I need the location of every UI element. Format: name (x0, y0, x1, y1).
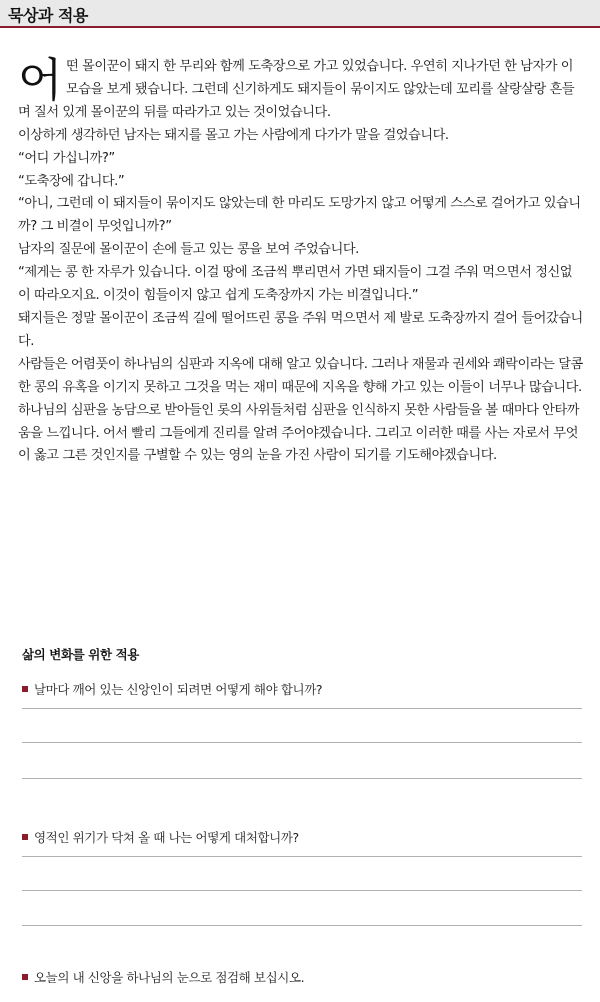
answer-line[interactable] (22, 708, 582, 709)
header-divider (0, 26, 600, 28)
answer-line[interactable] (22, 856, 582, 857)
story-paragraph-1-text: 떤 몰이꾼이 돼지 한 무리와 함께 도축장으로 가고 있었습니다. 우연히 지나가던 한 남자가 이 모습을 보게 됐습니다. 그런데 신기하게도 돼지들이 묶이지도 않았는데 꼬리를 살랑살랑 흔들며 질서 있게 몰이꾼의 뒤를 따라가고 있는 것이었습니다. (18, 59, 575, 120)
story-paragraph: 돼지들은 정말 몰이꾼이 조금씩 길에 떨어뜨린 콩을 주워 먹으면서 제 발로 도축장까지 걸어 들어갔습니다. (18, 310, 583, 349)
square-bullet-icon (22, 974, 28, 980)
story-paragraph: “어디 가십니까?” (18, 150, 115, 166)
question-1 (22, 680, 582, 698)
story-paragraph: 사람들은 어렴풋이 하나님의 심판과 지옥에 대해 알고 있습니다. 그러나 재물과 권세와 쾌락이라는 달콤한 콩의 유혹을 이기지 못하고 그것을 먹는 재미 때문에 지옥을 향해 가고 있는 이들이 너무나 많습니다. 하나님의 심판을 농담으로 받아들인 롯의 사위들처럼 심판을 인식하지 못한 사람들을 볼 때마다 안타까움을 느낍니다. 어서 빨리 그들에게 진리를 알려 주어야겠습니다. 그리고 이러한 때를 사는 자로서 무엇이 옳고 그른 것인지를 구별할 수 있는 영의 눈을 가진 사람이 되기를 기도해야겠습니다. (18, 356, 583, 464)
question-2 (22, 828, 582, 846)
square-bullet-icon (22, 834, 28, 840)
story-paragraph: “도축장에 갑니다.” (18, 173, 125, 189)
page-title: 묵상과 적용 (8, 6, 88, 25)
story-paragraph: “제게는 콩 한 자루가 있습니다. 이걸 땅에 조금씩 뿌리면서 가면 돼지들이 그걸 주워 먹으면서 정신없이 따라오지요. 이것이 힘들이지 않고 쉽게 도축장까지 가는 비결입니다.” (18, 265, 573, 304)
story-paragraph: “아니, 그런데 이 돼지들이 묶이지도 않았는데 한 마리도 도망가지 않고 어떻게 스스로 걸어가고 있습니까? 그 비결이 무엇입니까?” (18, 196, 581, 235)
story-body (18, 53, 584, 468)
application-section-title: 삶의 변화를 위한 적용 (22, 647, 139, 662)
story-paragraph-1 (18, 53, 584, 125)
question-text: 날마다 깨어 있는 신앙인이 되려면 어떻게 해야 합니까? (34, 682, 323, 697)
answer-line[interactable] (22, 925, 582, 926)
answer-line[interactable] (22, 742, 582, 743)
story-paragraph: 남자의 질문에 몰이꾼이 손에 들고 있는 콩을 보여 주었습니다. (18, 242, 359, 258)
header-bar (0, 0, 600, 26)
question-text: 오늘의 내 신앙을 하나님의 눈으로 점검해 보십시오. (34, 970, 305, 985)
square-bullet-icon (22, 686, 28, 692)
question-text: 영적인 위기가 닥쳐 올 때 나는 어떻게 대처합니까? (34, 830, 299, 845)
answer-line[interactable] (22, 890, 582, 891)
answer-line[interactable] (22, 778, 582, 779)
question-3 (22, 968, 582, 986)
drop-cap: 어 (18, 53, 62, 107)
story-paragraph: 이상하게 생각하던 남자는 돼지를 몰고 가는 사람에게 다가가 말을 걸었습니다. (18, 127, 449, 143)
